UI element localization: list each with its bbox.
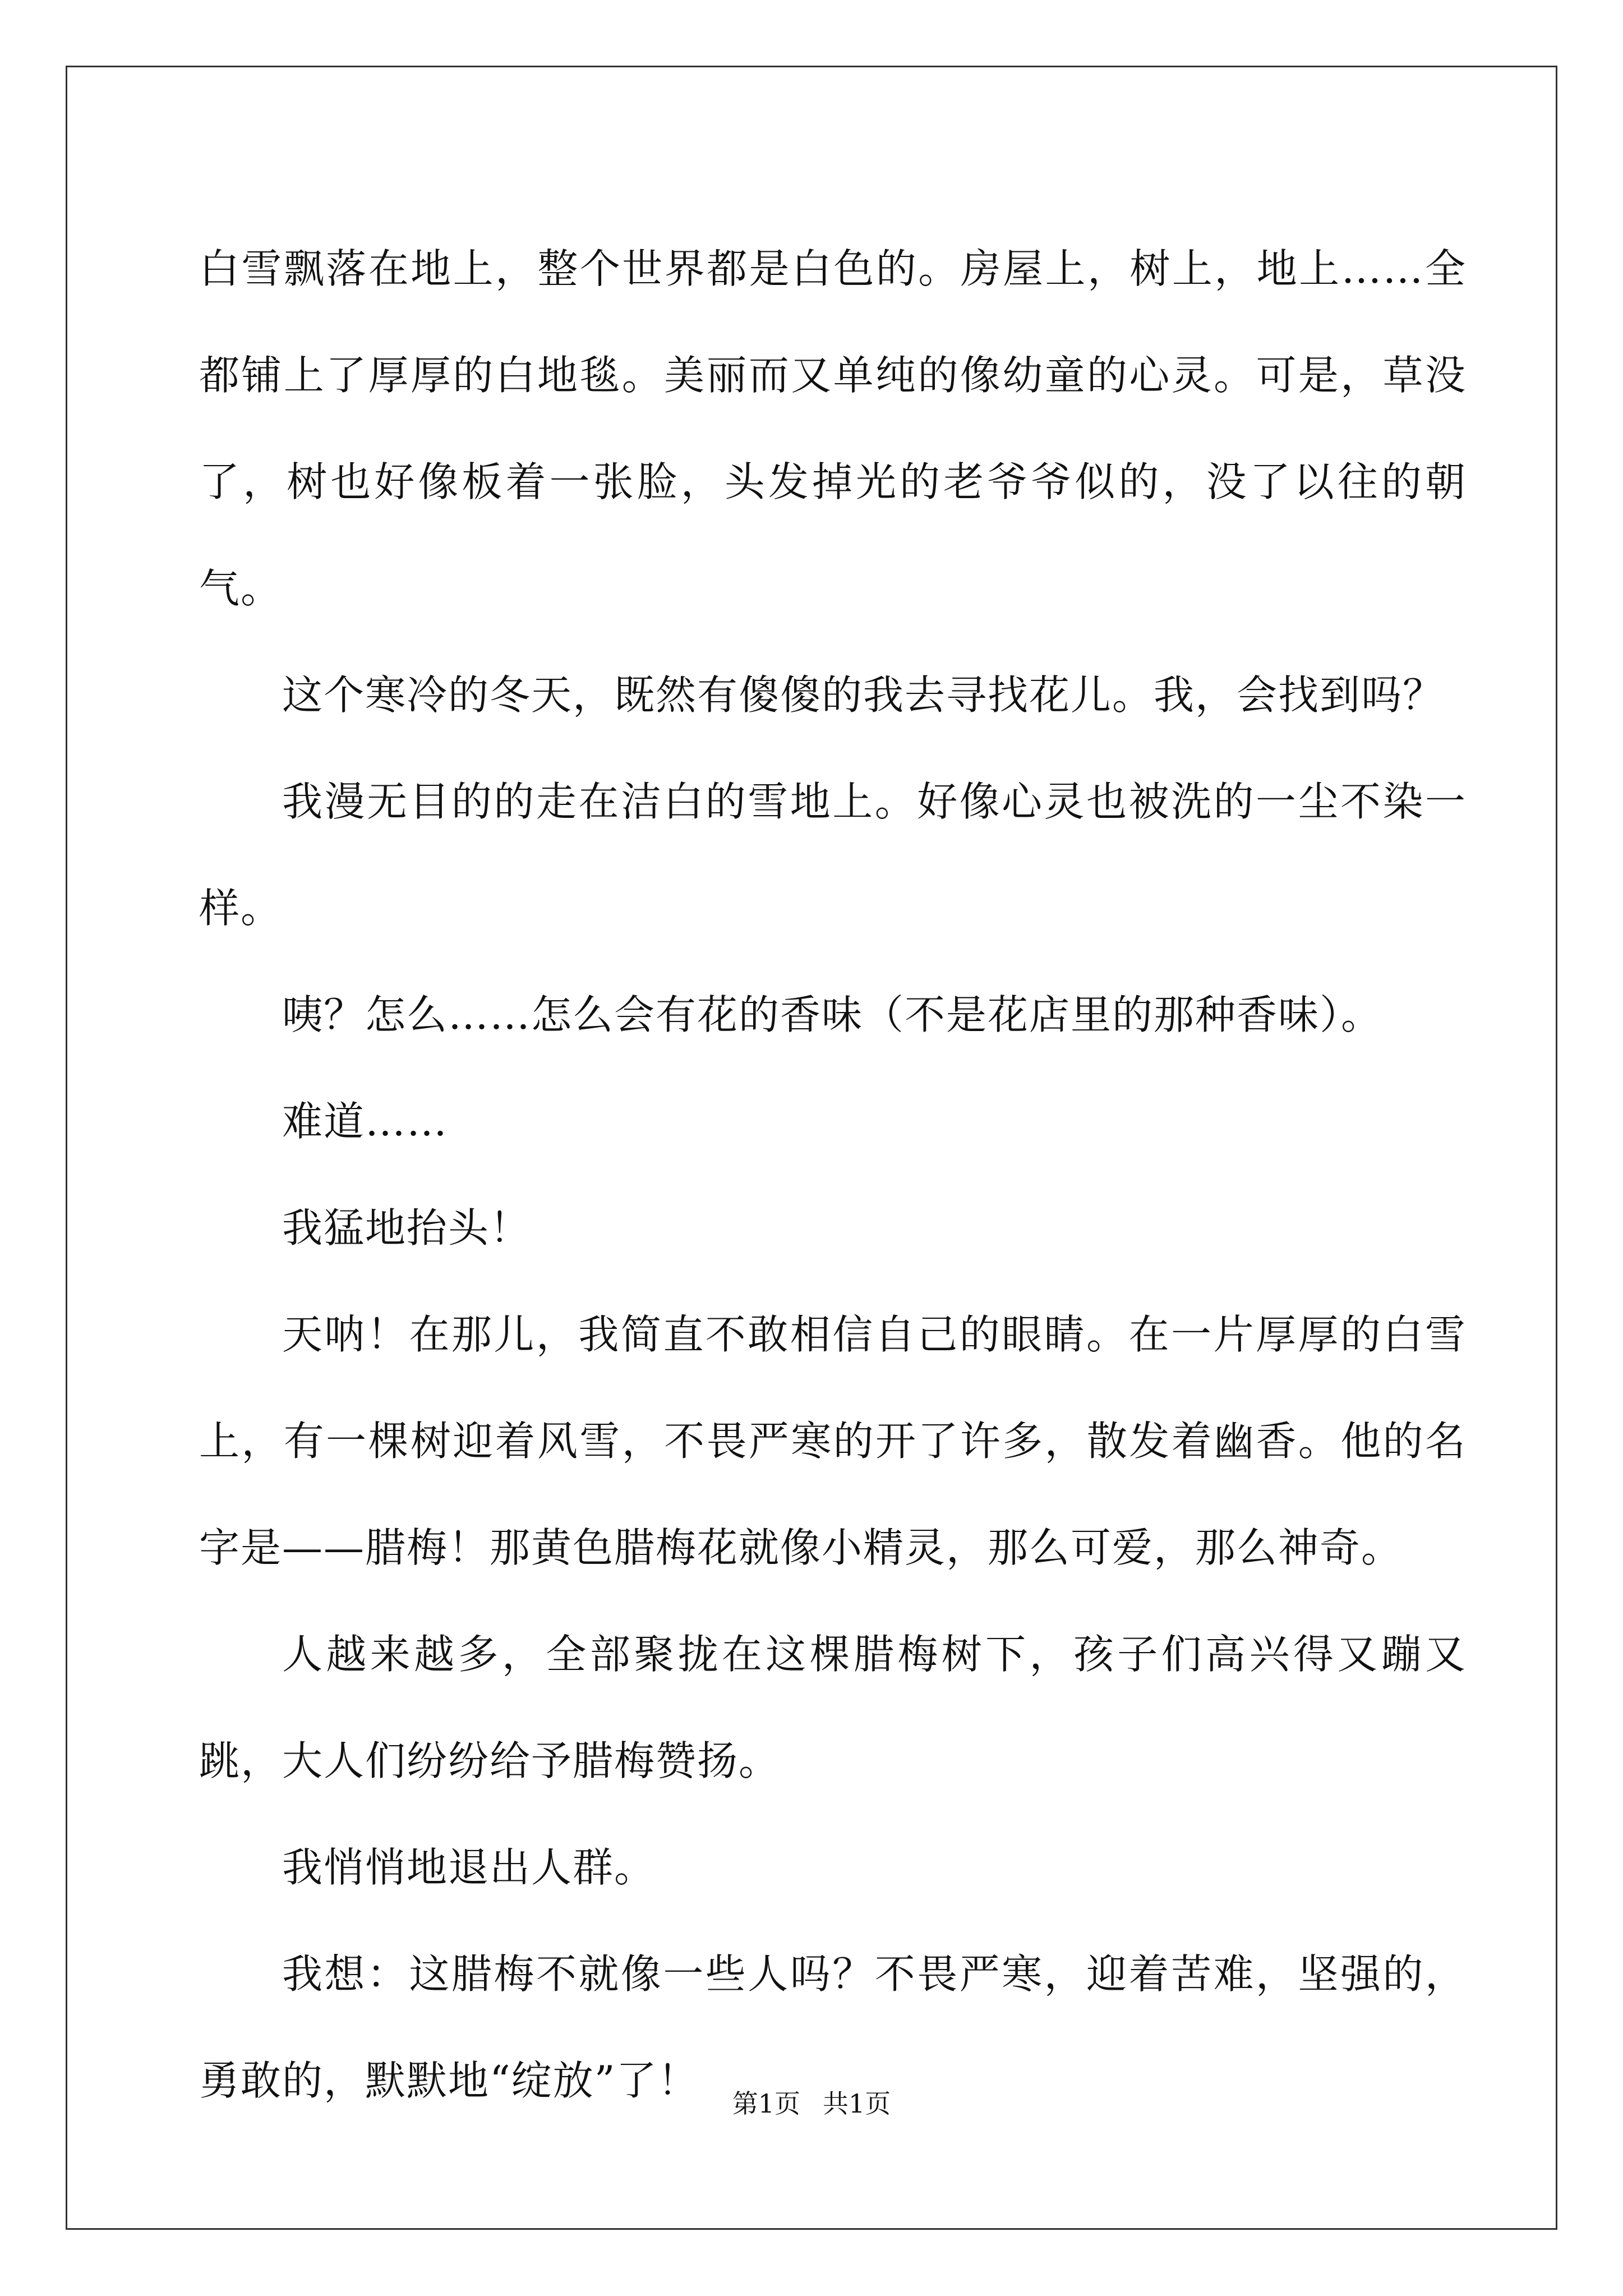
page-footer [0, 2083, 1623, 2120]
paragraph-8: 人越来越多，全部聚拢在这棵腊梅树下，孩子们高兴得又蹦又跳，大人们纷纷给予腊梅赞扬。 [199, 1631, 1467, 1784]
paragraph-1: 白雪飘落在地上，整个世界都是白色的。房屋上，树上，地上……全都铺上了厚厚的白地毯。美丽而又单纯的像幼童的心灵。可是，草没了，树也好像板着一张脸，头发掉光的老爷爷似的，没了以往的朝气。 [199, 245, 1467, 612]
page-total: 共1页 [823, 2088, 891, 2119]
paragraph-5: 难道…… [282, 1098, 449, 1145]
paragraph-6: 我猛地抬头！ [282, 1204, 532, 1251]
document-body [199, 215, 1467, 2134]
paragraph-2: 这个寒冷的冬天，既然有傻傻的我去寻找花儿。我，会找到吗？ [282, 671, 1445, 719]
paragraph-3: 我漫无目的的走在洁白的雪地上。好像心灵也被洗的一尘不染一样。 [199, 778, 1467, 932]
paragraph-10: 我想：这腊梅不就像一些人吗？不畏严寒，迎着苦难，坚强的，勇敢的，默默地“绽放”了！ [199, 1950, 1467, 2104]
page-number: 第1页 [732, 2088, 800, 2119]
paragraph-7: 天呐！在那儿，我简直不敢相信自己的眼睛。在一片厚厚的白雪上，有一棵树迎着风雪，不畏严寒的开了许多，散发着幽香。他的名字是——腊梅！那黄色腊梅花就像小精灵，那么可爱，那么神奇。 [199, 1311, 1467, 1571]
paragraph-9: 我悄悄地退出人群。 [282, 1844, 656, 1891]
paragraph-4: 咦？怎么……怎么会有花的香味（不是花店里的那种香味）。 [282, 991, 1383, 1038]
